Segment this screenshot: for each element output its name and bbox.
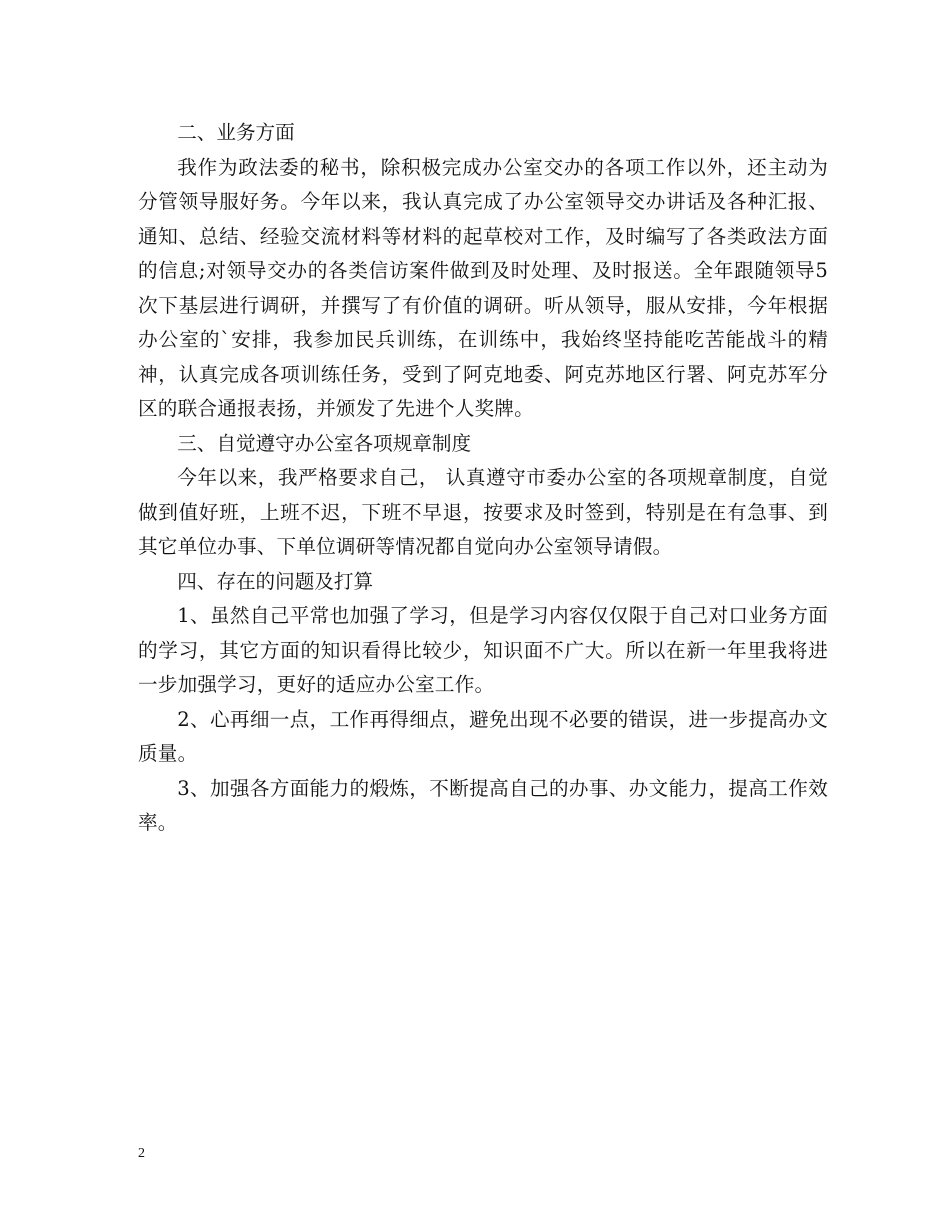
section-heading-business: 二、业务方面	[177, 121, 295, 144]
paragraph-business: 我作为政法委的秘书，除积极完成办公室交办的各项工作以外，还主动为分管领导服好务。今年以来，我认真完成了办公室领导交办讲话及各种汇报、通知、总结、经验交流材料等材料的起草校对工作，及时编写了各类政法方面的信息;对领导交办的各类信访案件做到及时处理、及时报送。全年跟随领导5次下基层进行调研，并撰写了有价值的调研。听从领导，服从安排，今年根据办公室的`安排，我参加民兵训练，在训练中，我始终坚持能吃苦能战斗的精神，认真完成各项训练任务，受到了阿克地委、阿克苏地区行署、阿克苏军分区的联合通报表扬，并颁发了先进个人奖牌。	[138, 155, 828, 420]
paragraph-rules: 今年以来，我严格要求自己， 认真遵守市委办公室的各项规章制度，自觉做到值好班，上班不迟，下班不早退，按要求及时签到，特别是在有急事、到其它单位办事、下单位调研等情况都自觉向办公室领导请假。	[138, 466, 828, 558]
section-heading-rules: 三、自觉遵守办公室各项规章制度	[177, 431, 472, 455]
document-body	[138, 116, 828, 841]
page-number: 2	[138, 1146, 145, 1161]
section-heading-problems: 四、存在的问题及打算	[177, 569, 374, 593]
paragraph-problem-2: 2、心再细一点，工作再得细点，避免出现不必要的错误，进一步提高办文质量。	[138, 707, 828, 765]
paragraph-problem-3: 3、加强各方面能力的煅炼，不断提高自己的办事、办文能力，提高工作效率。	[138, 776, 828, 834]
paragraph-problem-1: 1、虽然自己平常也加强了学习，但是学习内容仅仅限于自己对口业务方面的学习，其它方面的知识看得比较少，知识面不广大。所以在新一年里我将进一步加强学习，更好的适应办公室工作。	[138, 604, 828, 696]
